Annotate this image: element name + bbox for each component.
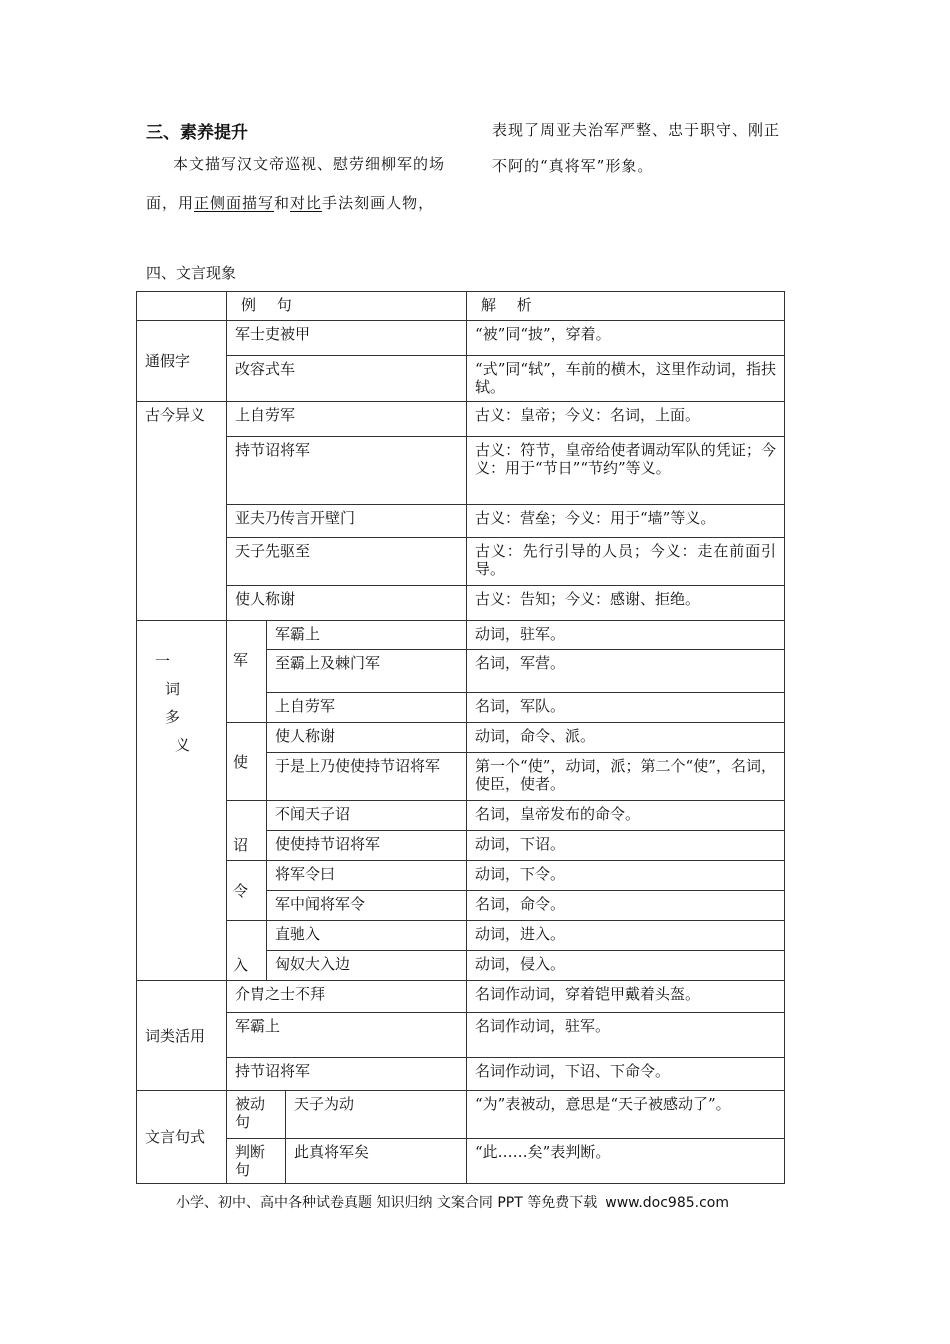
section-3-line-4: 不阿的“真将军”形象。 [492,157,654,175]
category-juoshi: 文言句式 [137,1091,227,1184]
polysemy-char-shi: 使 [227,723,267,801]
footer-text: 小学、初中、高中各种试卷真题 知识归纳 文案合同 PPT 等免费下载 [176,1195,598,1211]
example-cell [227,1091,467,1139]
category-tongjia: 通假字 [137,321,227,402]
example-cell: 匈奴大入边 [267,951,467,981]
header-empty-cell [137,292,227,321]
table-row [137,1058,785,1091]
table-row [137,1139,785,1184]
table-row [137,538,785,586]
example-cell: 天子先驱至 [227,538,467,586]
analysis-cell: 名词，皇帝发布的命令。 [467,801,785,831]
analysis-cell: 动词，侵入。 [467,951,785,981]
table-row [137,861,785,891]
analysis-cell: 名词作动词，下诏、下命令。 [467,1058,785,1091]
sentence-type: 被动句 [227,1091,286,1138]
header-analysis: 解 析 [467,292,785,321]
analysis-cell: 古义：符节，皇帝给使者调动军队的凭证；今义：用于“节日”“节约”等义。 [467,437,785,505]
analysis-cell: “被”同“披”，穿着。 [467,321,785,356]
category-cilei: 词类活用 [137,981,227,1091]
example-cell: 军中闻将军令 [267,891,467,921]
example-cell: 于是上乃使使持节诏将军 [267,753,467,801]
analysis-cell: 古义：告知；今义：感谢、拒绝。 [467,586,785,621]
section-3-line-1: 本文描写汉文帝巡视、慰劳细柳军的场 [173,155,446,173]
classical-phenomena-table [136,291,785,1184]
example-cell: 军霸上 [267,621,467,650]
sentence-type: 判断句 [227,1139,286,1183]
example-cell: 持节诏将军 [227,1058,467,1091]
table-row [137,321,785,356]
footer-link[interactable]: www.doc985.com [605,1195,729,1211]
example-cell: 不闻天子诏 [267,801,467,831]
line-2-text-c: 手法刻画人物， [322,194,435,212]
analysis-cell: 古义：先行引导的人员；今义：走在前面引导。 [467,538,785,586]
analysis-cell: 动词，下诏。 [467,831,785,861]
example-cell: 上自劳军 [227,402,467,437]
analysis-cell: “式”同“轼”，车前的横木，这里作动词，指扶轼。 [467,356,785,402]
analysis-cell: 名词，军营。 [467,650,785,693]
polysemy-char-ling: 令 [227,861,267,921]
example-cell: 军士吏被甲 [227,321,467,356]
table-row [137,586,785,621]
analysis-cell: “为”表被动，意思是“天子被感动了”。 [467,1091,785,1139]
analysis-cell: 名词作动词，穿着铠甲戴着头盔。 [467,981,785,1013]
table-header-row [137,292,785,321]
analysis-cell: 动词，命令、派。 [467,723,785,753]
analysis-cell: 古义：皇帝；今义：名词，上面。 [467,402,785,437]
example-cell: 使人称谢 [227,586,467,621]
analysis-cell: 动词，驻军。 [467,621,785,650]
table-row [137,402,785,437]
section-4-title: 四、文言现象 [146,264,237,282]
example-cell: 将军令曰 [267,861,467,891]
example-cell: 改容式车 [227,356,467,402]
section-3-line-3: 表现了周亚夫治军严整、忠于职守、刚正 [492,121,781,139]
section-3-line-2 [146,193,434,213]
example-cell: 使人称谢 [267,723,467,753]
table-row [137,1091,785,1139]
example-cell: 至霸上及棘门军 [267,650,467,693]
line-2-text-a: 面，用 [146,194,195,212]
table-row [137,505,785,538]
sentence-example: 此真将军矣 [294,1143,370,1161]
table-row [137,921,785,951]
analysis-cell: “此……矣”表判断。 [467,1139,785,1184]
polysemy-char-zhao: 诏 [227,801,267,861]
example-cell [227,1139,467,1184]
example-cell: 亚夫乃传言开壁门 [227,505,467,538]
example-cell: 上自劳军 [267,693,467,723]
table-row [137,981,785,1013]
section-3-title: 三、素养提升 [146,123,248,143]
category-gujin: 古今异义 [137,402,227,621]
underlined-term-contrast: 对比 [290,194,323,212]
analysis-cell: 第一个“使”，动词，派；第二个“使”，名词，使臣，使者。 [467,753,785,801]
analysis-cell: 动词，下令。 [467,861,785,891]
table-row [137,437,785,505]
category-yici [137,621,227,981]
example-cell: 军霸上 [227,1013,467,1058]
table-row [137,1013,785,1058]
polysemy-char-jun: 军 [227,621,267,723]
example-cell: 直驰入 [267,921,467,951]
analysis-cell: 名词，命令。 [467,891,785,921]
example-cell: 使使持节诏将军 [267,831,467,861]
analysis-cell: 古义：营垒；今义：用于“墙”等义。 [467,505,785,538]
header-example: 例 句 [227,292,467,321]
sentence-example: 天子为动 [294,1095,355,1113]
analysis-cell: 动词，进入。 [467,921,785,951]
line-2-text-b: 和 [274,194,291,212]
analysis-cell: 名词，军队。 [467,693,785,723]
page-footer [176,1192,729,1212]
table-row [137,621,785,650]
underlined-term-side-description: 正侧面描写 [194,194,275,212]
example-cell: 持节诏将军 [227,437,467,505]
table-row [137,356,785,402]
table-row [137,723,785,753]
example-cell: 介胄之士不拜 [227,981,467,1013]
analysis-cell: 名词作动词，驻军。 [467,1013,785,1058]
table-row [137,801,785,831]
polysemy-char-ru: 入 [227,921,267,981]
category-yici-label: 一 词 多 义 [155,652,191,754]
